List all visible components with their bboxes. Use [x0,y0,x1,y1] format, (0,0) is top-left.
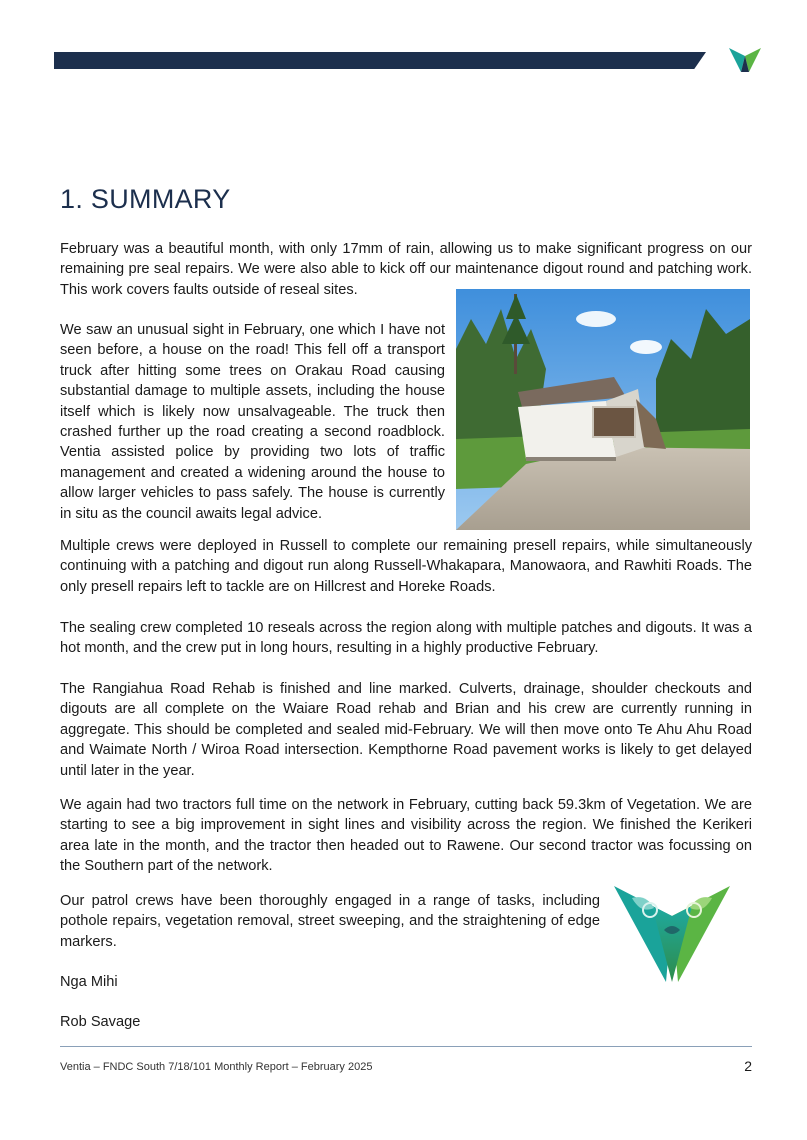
paragraph-tractors: We again had two tractors full time on the network in February, cutting back 59.3km of Vegetation. We are starting to see a big improvement in sight lines and visibility across the region. We finished the Kerikeri area late in the month, and the tractor then headed out to Rawene. Our second tractor was focussing on the Southern part of the network. [60,797,752,875]
footer-text: Ventia – FNDC South 7/18/101 Monthly Report – February 2025 [60,1061,373,1073]
page-number: 2 [744,1058,752,1074]
paragraph-intro: February was a beautiful month, with only 17mm of rain, allowing us to make significant progress on our remaining pre seal repairs. We were also able to kick off our maintenance digout round and patching work. This work covers faults outside of reseal sites. [60,241,752,298]
paragraph-rehab: The Rangiahua Road Rehab is finished and line marked. Culverts, drainage, shoulder checkouts and digouts are all complete on the Waiare Road rehab and Brian and his crew are currently running in aggregate. This should be completed and sealed mid-February. We will then move onto Te Ahu Ahu Road and Waimate North / Wiroa Road intersection. Kempthorne Road pavement works is likely to get delayed until later in the year. [60,681,752,779]
page-title: 1. SUMMARY [60,184,231,214]
paragraph-house: We saw an unusual sight in February, one which I have not seen before, a house on the road! This fell off a transport truck after hitting some trees on Orakau Road causing substantial damage to multiple assets, including the house itself which is likely now unsalvageable. The truck then crashed further up the road creating a second roadblock. Ventia assisted police by providing two lots of traffic management and created a widening around the house to allow larger vehicles to pass safely. The house is currently in situ as the council awaits legal advice. [60,322,445,522]
footer-divider [60,1046,752,1047]
paragraph-russell: Multiple crews were deployed in Russell to complete our remaining presell repairs, while simultaneously continuing with a patching and digout run along Russell-Whakapara, Manowaora, and Rawhiti Roads. The only presell repairs left to tackle are on Hillcrest and Horeke Roads. [60,538,752,595]
paragraph-patrol: Our patrol crews have been thoroughly engaged in a range of tasks, including pothole repairs, vegetation removal, street sweeping, and the straightening of edge markers. [60,893,600,950]
ventia-logo-icon [728,44,762,74]
maori-design-logo-icon [612,880,732,988]
author-name: Rob Savage [60,1014,141,1030]
house-on-road-photo [456,289,750,530]
paragraph-sealing: The sealing crew completed 10 reseals across the region along with multiple patches and digouts. It was a hot month, and the crew put in long hours, resulting in a highly productive February. [60,620,752,657]
header-bar [54,52,706,69]
signoff: Nga Mihi [60,974,118,990]
